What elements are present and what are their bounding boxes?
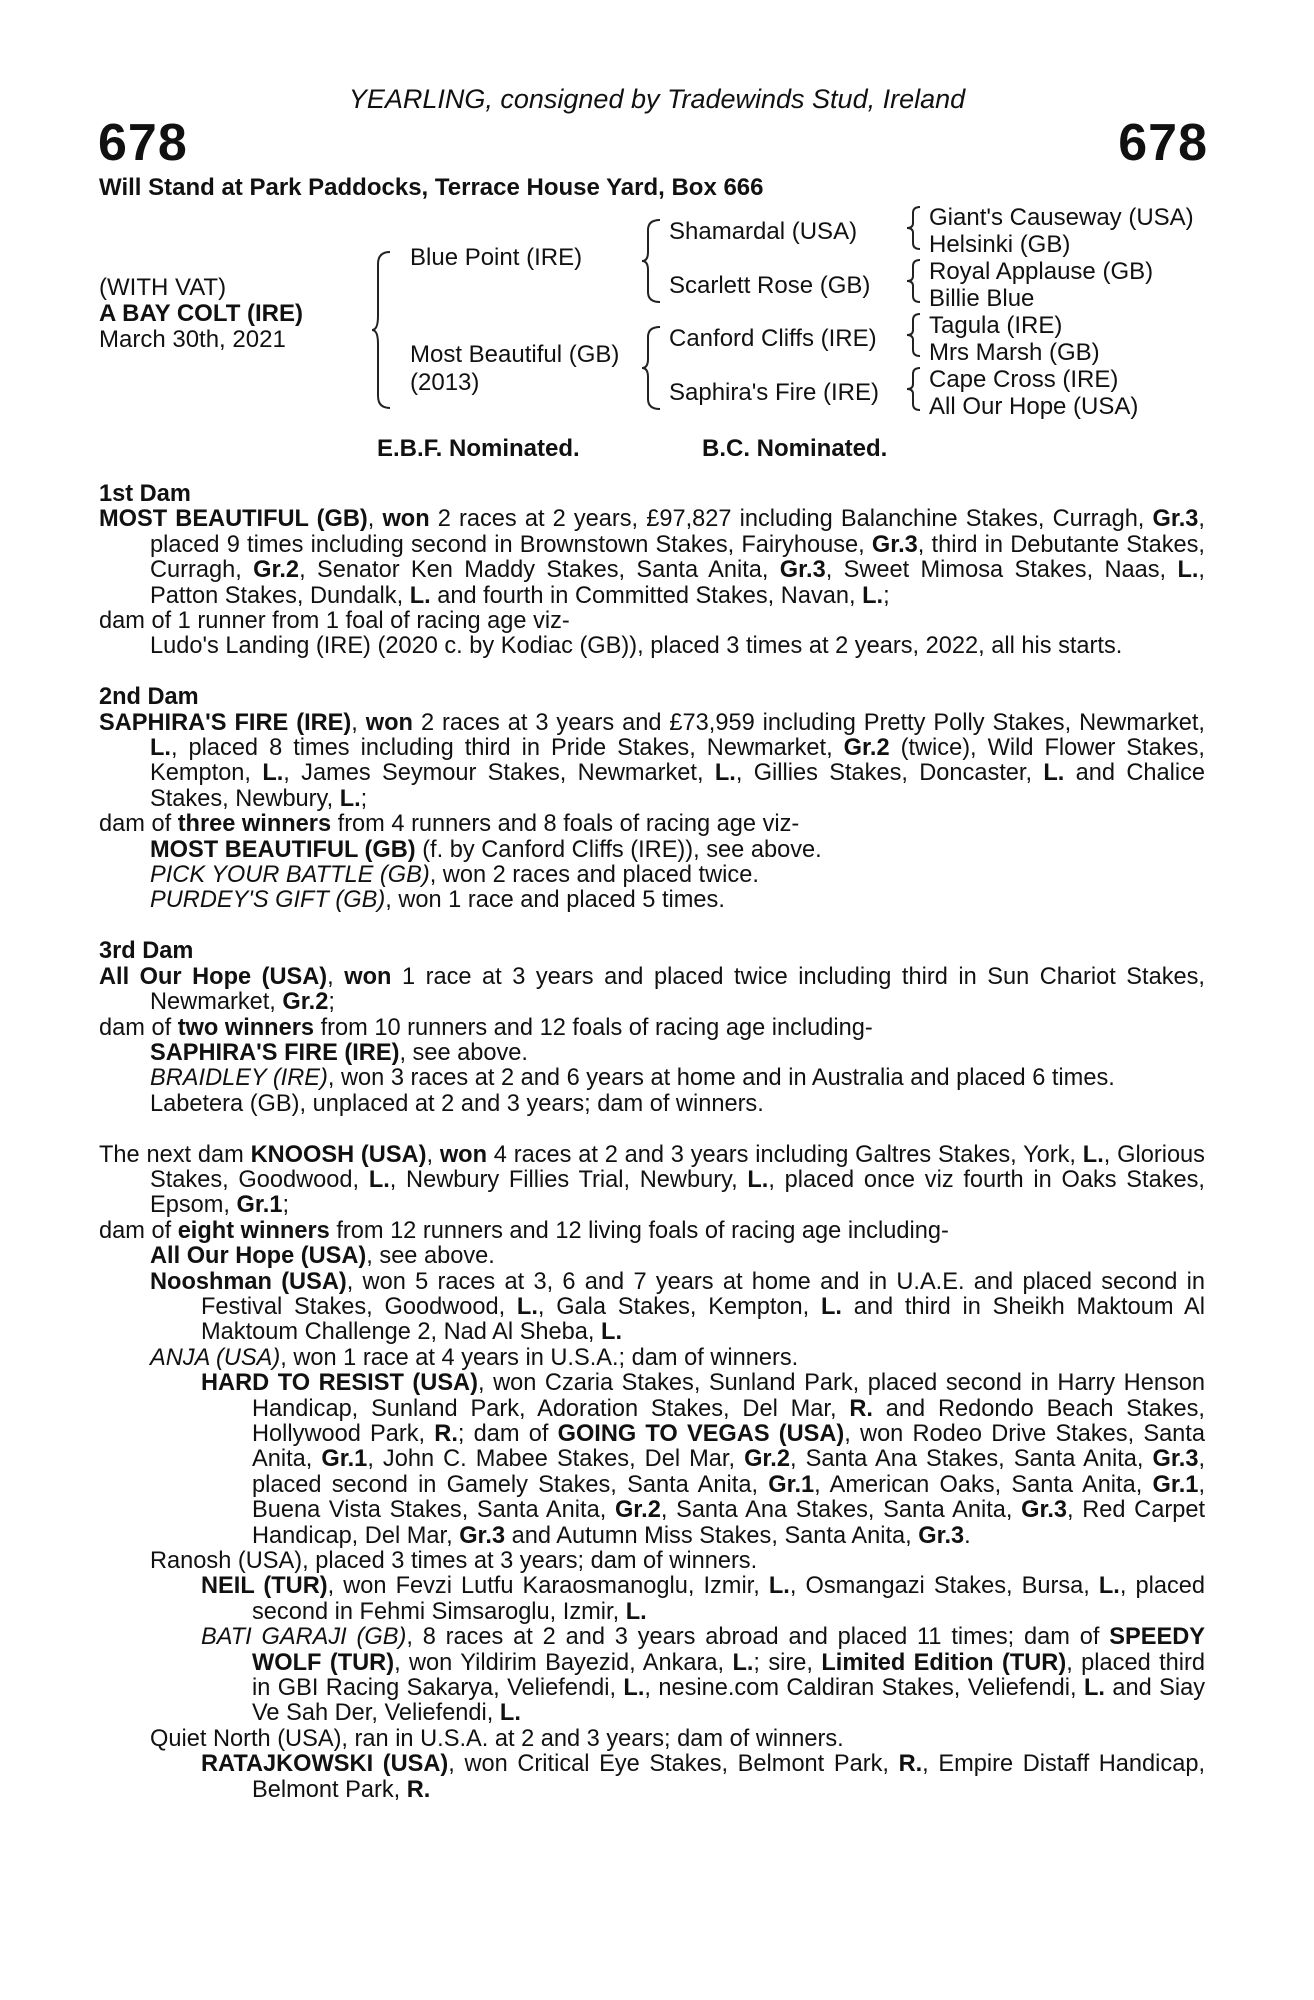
next-dam-name: KNOOSH (USA) bbox=[250, 1141, 427, 1168]
third-dam-foal: SAPHIRA'S FIRE (IRE), see above. bbox=[150, 1039, 528, 1066]
third-dam-foal: BRAIDLEY (IRE), won 3 races at 2 and 6 years at home and in Australia and placed 6 times. bbox=[150, 1065, 1115, 1092]
brace-g56 bbox=[904, 312, 924, 358]
grand-foal: NEIL (TUR), won Fevzi Lutfu Karaosmanoglu, Izmir, L., Osmangazi Stakes, Bursa, L., placed second in Fehmi Simsaroglu, Izmir, L. bbox=[201, 1573, 1206, 1625]
next-dam-record: The next dam KNOOSH (USA), won 4 races at 2 and 3 years including Galtres Stakes, York, L., Glorious Stakes, Goodwood, L., Newbury Fillies Trial, Newbury, L., placed once viz fourth in Oaks Stakes, Epsom, Gr.1; bbox=[99, 1141, 1205, 1219]
granddam-2: Helsinki (GB) bbox=[929, 231, 1071, 258]
grandsire-3: Royal Applause (GB) bbox=[929, 258, 1154, 285]
grand-foal: BATI GARAJI (GB), 8 races at 2 and 3 years abroad and placed 11 times; dam of SPEEDY WOLF (TUR), won Yildirim Bayezid, Ankara, L.; sire, Limited Edition (TUR), placed third in GBI Racing Sakarya, Veliefendi, L., nesine.com Caldiran Stakes, Veliefendi, L. and Siay Ve Sah Der, Veliefendi, L. bbox=[201, 1624, 1206, 1727]
first-dam-record: MOST BEAUTIFUL (GB), won 2 races at 2 years, £97,827 including Balanchine Stakes, Curragh, Gr.3, placed 9 times including second in Brownstown Stakes, Fairyhouse, Gr.3, third in Debutante Stakes, Curragh, Gr.2, Senator Ken Maddy Stakes, Santa Anita, Gr.3, Sweet Mimosa Stakes, Naas, L., Patton Stakes, Dundalk, L. and fourth in Committed Stakes, Navan, L.; bbox=[99, 506, 1205, 609]
foaling-date: March 30th, 2021 bbox=[99, 326, 286, 353]
next-dam-foal: ANJA (USA), won 1 race at 4 years in U.S.A.; dam of winners. bbox=[150, 1344, 799, 1371]
third-dam-record: All Our Hope (USA), won 1 race at 3 years and placed twice including third in Sun Chariot Stakes, Newmarket, Gr.2; bbox=[99, 963, 1205, 1016]
ebf-nominated: E.B.F. Nominated. bbox=[377, 435, 580, 462]
granddam-4: Billie Blue bbox=[929, 285, 1035, 312]
next-dam-foal: Quiet North (USA), ran in U.S.A. at 2 and 3 years; dam of winners. bbox=[150, 1725, 844, 1752]
sire-sire: Shamardal (USA) bbox=[669, 218, 858, 245]
sire: Blue Point (IRE) bbox=[410, 244, 583, 271]
second-dam-produce-summary: dam of three winners from 4 runners and 8 foals of racing age viz- bbox=[99, 811, 800, 838]
brace-g78 bbox=[904, 366, 924, 412]
first-dam-name: MOST BEAUTIFUL (GB) bbox=[99, 506, 368, 533]
second-dam-foal: PICK YOUR BATTLE (GB), won 2 races and placed twice. bbox=[150, 862, 759, 889]
grandsire-1: Giant's Causeway (USA) bbox=[929, 204, 1194, 231]
grand-foal: HARD TO RESIST (USA), won Czaria Stakes, Sunland Park, placed second in Harry Henson Handicap, Sunland Park, Adoration Stakes, Del Mar, R. and Redondo Beach Stakes, Hollywood Park, R.; dam of GOING TO VEGAS (USA), won Rodeo Drive Stakes, Santa Anita, Gr.1, John C. Mabee Stakes, Del Mar, Gr.2, Santa Ana Stakes, Santa Anita, Gr.3, placed second in Gamely Stakes, Santa Anita, Gr.1, American Oaks, Santa Anita, Gr.1, Buena Vista Stakes, Santa Anita, Gr.2, Santa Ana Stakes, Santa Anita, Gr.3, Red Carpet Handicap, Del Mar, Gr.3 and Autumn Miss Stakes, Santa Anita, Gr.3. bbox=[201, 1370, 1206, 1549]
first-dam-produce-summary: dam of 1 runner from 1 foal of racing age viz- bbox=[99, 608, 570, 635]
third-dam-produce-summary: dam of two winners from 10 runners and 12 foals of racing age including- bbox=[99, 1014, 873, 1041]
grandsire-7: Cape Cross (IRE) bbox=[929, 366, 1119, 393]
dam: Most Beautiful (GB) bbox=[410, 341, 620, 368]
brace-g12 bbox=[904, 205, 924, 251]
grandsire-5: Tagula (IRE) bbox=[929, 312, 1063, 339]
second-dam-name: SAPHIRA'S FIRE (IRE) bbox=[99, 709, 352, 736]
next-dam-foal: All Our Hope (USA), see above. bbox=[150, 1243, 495, 1270]
first-dam-foal: Ludo's Landing (IRE) (2020 c. by Kodiac (GB)), placed 3 times at 2 years, 2022, all his starts. bbox=[150, 633, 1123, 660]
next-dam-produce-summary: dam of eight winners from 12 runners and 12 living foals of racing age including- bbox=[99, 1217, 949, 1244]
third-dam-name: All Our Hope (USA) bbox=[99, 963, 328, 990]
second-dam-foal: MOST BEAUTIFUL (GB) (f. by Canford Cliffs (IRE)), see above. bbox=[150, 836, 822, 863]
sire-dam: Scarlett Rose (GB) bbox=[669, 272, 871, 299]
second-dam-heading: 2nd Dam bbox=[99, 684, 199, 711]
dam-sire: Canford Cliffs (IRE) bbox=[669, 325, 877, 352]
lot-number-left: 678 bbox=[98, 114, 188, 172]
third-dam-heading: 3rd Dam bbox=[99, 938, 194, 965]
next-dam-foal: Nooshman (USA), won 5 races at 3, 6 and 7 years at home and in U.A.E. and placed second in Festival Stakes, Goodwood, L., Gala Stakes, Kempton, L. and third in Sheikh Maktoum Al Maktoum Challenge 2, Nad Al Sheba, L. bbox=[150, 1268, 1205, 1346]
bc-nominated: B.C. Nominated. bbox=[702, 435, 888, 462]
second-dam-record: SAPHIRA'S FIRE (IRE), won 2 races at 3 years and £73,959 including Pretty Polly Stakes, Newmarket, L., placed 8 times including third in Pride Stakes, Newmarket, Gr.2 (twice), Wild Flower Stakes, Kempton, L., James Seymour Stakes, Newmarket, L., Gillies Stakes, Doncaster, L. and Chalice Stakes, Newbury, L.; bbox=[99, 709, 1206, 812]
horse-name: A BAY COLT (IRE) bbox=[99, 300, 304, 327]
next-dam-foal: Ranosh (USA), placed 3 times at 3 years; dam of winners. bbox=[150, 1548, 758, 1575]
dam-year: (2013) bbox=[410, 369, 480, 396]
brace-sire bbox=[640, 218, 664, 304]
lot-number-right: 678 bbox=[1118, 114, 1208, 172]
consignor-line: YEARLING, consigned by Tradewinds Stud, Ireland bbox=[348, 84, 966, 114]
second-dam-foal: PURDEY'S GIFT (GB), won 1 race and placed 5 times. bbox=[150, 887, 725, 914]
granddam-6: Mrs Marsh (GB) bbox=[929, 339, 1100, 366]
granddam-8: All Our Hope (USA) bbox=[929, 393, 1139, 420]
third-dam-foal: Labetera (GB), unplaced at 2 and 3 years; dam of winners. bbox=[150, 1090, 764, 1117]
vat-note: (WITH VAT) bbox=[99, 274, 227, 301]
stand-location: Will Stand at Park Paddocks, Terrace House Yard, Box 666 bbox=[99, 174, 764, 201]
brace-main bbox=[370, 250, 394, 410]
catalogue-body bbox=[99, 482, 1205, 1803]
brace-g34 bbox=[904, 258, 924, 304]
brace-dam bbox=[640, 325, 664, 411]
grand-foal: RATAJKOWSKI (USA), won Critical Eye Stakes, Belmont Park, R., Empire Distaff Handicap, Belmont Park, R. bbox=[201, 1751, 1205, 1803]
first-dam-heading: 1st Dam bbox=[99, 481, 191, 507]
dam-dam: Saphira's Fire (IRE) bbox=[669, 379, 879, 406]
